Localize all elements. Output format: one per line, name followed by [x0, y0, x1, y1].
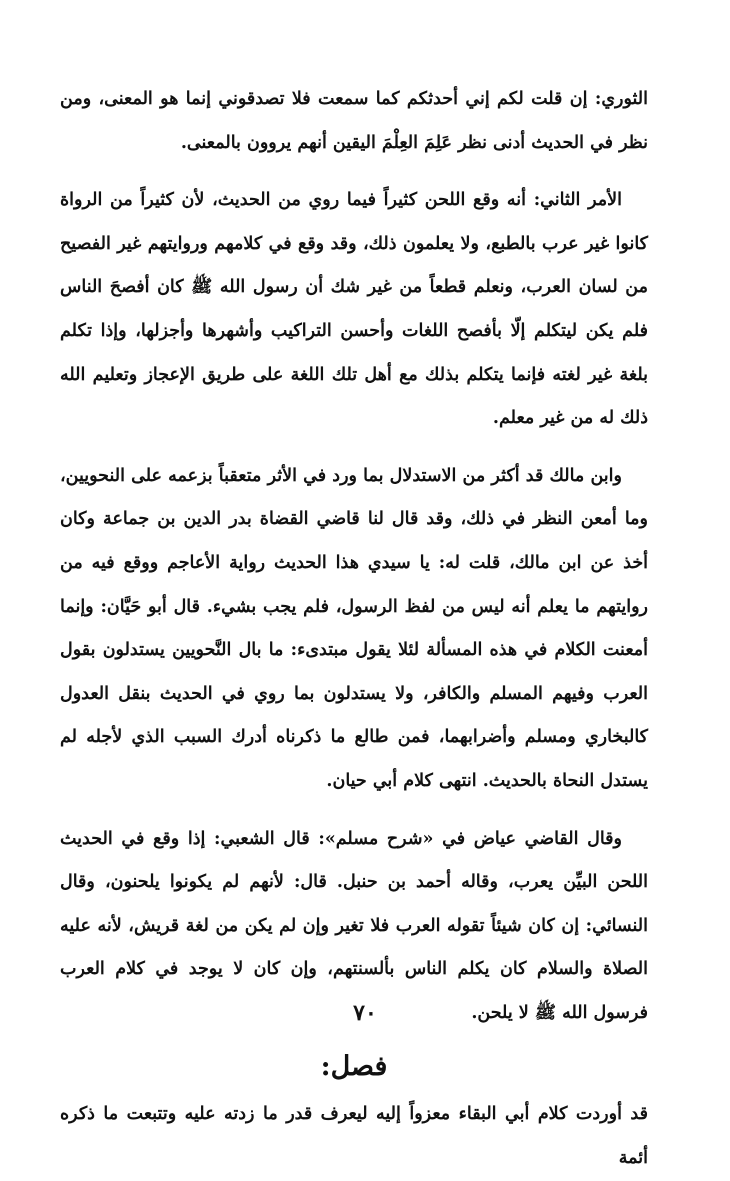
paragraph-text: الأمر الثاني: أنه وقع اللحن كثيراً فيما روي من الحديث، لأن كثيراً من الرواة كانوا غير عرب بالطبع، ولا يعلمون ذلك، وقد وقع في كلامهم وروايتهم غير الفصيح من لسان العرب، ونعلم قطعاً من غير شك أن رسول الله ﷺ كان أفصحَ الناس فلم يكن ليتكلم إلّا بأفصح اللغات وأحسن التراكيب وأشهرها وأجزلها، وإذا تكلم بلغة غير لغته فإنما يتكلم بذلك مع أهل تلك اللغة على طريق الإعجاز وتعليم الله ذلك له من غير معلم. [60, 190, 648, 429]
page-number: ٧٠ [353, 1000, 377, 1026]
paragraph-text: الثوري: إن قلت لكم إني أحدثكم كما سمعت فلا تصدقوني إنما هو المعنى، ومن نظر في الحديث أدنى نظر عَلِمَ العِلْمَ اليقين أنهم يروون بالمعنى. [60, 89, 648, 153]
paragraph-ibn-malik [60, 455, 648, 804]
paragraph-thawri-quote [60, 78, 648, 165]
paragraph-text: قد أوردت كلام أبي البقاء معزواً إليه ليعرف قدر ما زدته عليه وتتبعت ما ذكره أئمة [60, 1104, 648, 1169]
paragraph-text: وقال القاضي عياض في «شرح مسلم»: قال الشعبي: إذا وقع في الحديث اللحن البيِّن يعرب، وقاله أحمد بن حنبل. قال: لأنهم لم يكونوا يلحنون، وقال النسائي: إن كان شيئاً تقوله العرب فلا تغير وإن لم يكن من لغة قريش، لأنه عليه الصلاة والسلام كان يكلم الناس بألسنتهم، وإن كان لا يوجد في كلام العرب فرسول الله ﷺ لا يلحن. [60, 828, 648, 1023]
paragraph-second-matter [60, 179, 648, 441]
section-heading: فصل: [320, 1051, 388, 1083]
paragraph-text: وابن مالك قد أكثر من الاستدلال بما ورد في الأثر متعقباً بزعمه على النحويين، وما أمعن النظر في ذلك، وقد قال لنا قاضي القضاة بدر الدين بن جماعة وكان أخذ عن ابن مالك، قلت له: يا سيدي هذا الحديث رواية الأعاجم ووقع فيه من روايتهم ما يعلم أنه ليس من لفظ الرسول، فلم يجب بشيء. قال أبو حَيَّان: وإنما أمعنت الكلام في هذه المسألة لئلا يقول مبتدىء: ما بال النَّحويين يستدلون بقول العرب وفيهم المسلم والكافر، ولا يستدلون بما روي في الحديث بنقل العدول كالبخاري ومسلم وأضرابهما، فمن طالع ما ذكرناه أدرك السبب الذي لأجله لم يستدل النحاة بالحديث. انتهى كلام أبي حيان. [60, 465, 648, 791]
paragraph-final-line [60, 1093, 648, 1180]
